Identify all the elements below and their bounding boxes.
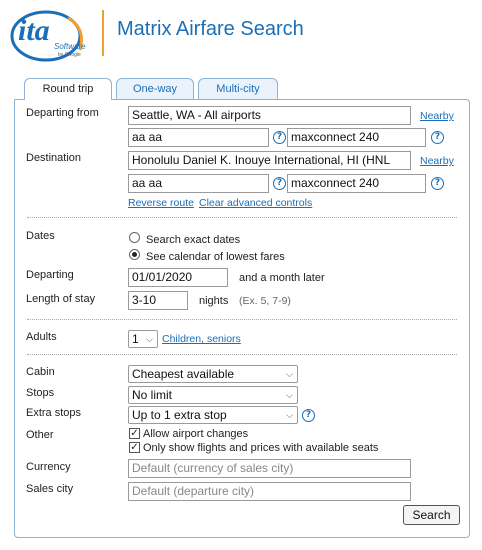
chevron-down-icon: ⌵: [286, 390, 293, 400]
only-available-seats-checkbox[interactable]: ✓: [130, 442, 139, 453]
length-of-stay-label: Length of stay: [26, 293, 96, 305]
extension-codes-help-icon[interactable]: ?: [431, 177, 444, 190]
adults-label: Adults: [26, 331, 57, 343]
sales-city-label: Sales city: [26, 483, 74, 495]
stops-select-value: No limit: [132, 388, 173, 402]
logo-subtext: Software: [54, 42, 86, 51]
currency-input[interactable]: Default (currency of sales city): [128, 459, 411, 478]
stops-label: Stops: [26, 387, 55, 399]
children-seniors-link[interactable]: Children, seniors: [162, 333, 241, 345]
page-title: Matrix Airfare Search: [117, 18, 304, 40]
destination-input[interactable]: Honolulu Daniel K. Inouye International, HI (HNL: [128, 151, 411, 170]
origin-nearby-link[interactable]: Nearby: [420, 110, 454, 122]
length-of-stay-input[interactable]: 3-10: [128, 291, 188, 310]
clear-advanced-controls-link[interactable]: Clear advanced controls: [199, 197, 313, 209]
chevron-down-icon: ⌵: [286, 369, 293, 379]
destination-routing-codes-input[interactable]: aa aa: [128, 174, 269, 193]
destination-label: Destination: [26, 152, 82, 164]
logo-text: ita: [18, 14, 50, 47]
page-header: [0, 0, 482, 70]
search-button[interactable]: Search: [403, 505, 460, 525]
routing-codes-help-icon[interactable]: ?: [273, 131, 286, 144]
allow-airport-changes-text: Allow airport changes: [143, 428, 249, 440]
logo-divider: [102, 10, 104, 56]
search-exact-dates-radio[interactable]: [129, 232, 140, 243]
departing-date-input[interactable]: 01/01/2020: [128, 268, 228, 287]
currency-label: Currency: [26, 461, 71, 473]
stops-select[interactable]: [128, 386, 298, 404]
extra-stops-select[interactable]: [128, 406, 298, 424]
length-of-stay-hint: (Ex. 5, 7-9): [239, 295, 291, 307]
chevron-down-icon: ⌵: [146, 334, 153, 344]
ita-software-logo[interactable]: [8, 6, 98, 68]
adults-select-value: 1: [132, 332, 139, 346]
extra-stops-label: Extra stops: [26, 407, 82, 419]
extra-stops-select-value: Up to 1 extra stop: [132, 408, 227, 422]
extra-stops-help-icon[interactable]: ?: [302, 409, 315, 422]
tab-one-way[interactable]: One-way: [116, 78, 194, 99]
calendar-lowest-fares-text: See calendar of lowest fares: [146, 251, 285, 263]
cabin-label: Cabin: [26, 366, 55, 378]
logo-by-google: by Google: [58, 52, 81, 58]
reverse-route-link[interactable]: Reverse route: [128, 197, 194, 209]
origin-input[interactable]: Seattle, WA - All airports: [128, 106, 411, 125]
section-divider: [27, 217, 457, 218]
sales-city-input[interactable]: Default (departure city): [128, 482, 411, 501]
adults-select[interactable]: [128, 330, 158, 348]
routing-codes-help-icon[interactable]: ?: [273, 177, 286, 190]
tab-round-trip[interactable]: Round trip: [24, 78, 112, 100]
destination-extension-codes-input[interactable]: maxconnect 240: [287, 174, 426, 193]
cabin-select-value: Cheapest available: [132, 367, 235, 381]
search-exact-dates-text: Search exact dates: [146, 234, 241, 246]
section-divider: [27, 319, 457, 320]
other-label: Other: [26, 429, 54, 441]
departing-range-text: and a month later: [239, 272, 325, 284]
departing-label: Departing: [26, 269, 74, 281]
section-divider: [27, 354, 457, 355]
nights-text: nights: [199, 295, 229, 307]
destination-nearby-link[interactable]: Nearby: [420, 155, 454, 167]
dates-label: Dates: [26, 230, 55, 242]
allow-airport-changes-checkbox[interactable]: ✓: [130, 428, 139, 439]
tab-multi-city[interactable]: Multi-city: [198, 78, 278, 99]
only-available-seats-text: Only show flights and prices with available seats: [143, 442, 379, 454]
search-form-panel: [14, 99, 470, 538]
departing-from-label: Departing from: [26, 107, 99, 119]
cabin-select[interactable]: [128, 365, 298, 383]
chevron-down-icon: ⌵: [286, 410, 293, 420]
origin-routing-codes-input[interactable]: aa aa: [128, 128, 269, 147]
calendar-lowest-fares-radio[interactable]: [129, 249, 140, 260]
origin-extension-codes-input[interactable]: maxconnect 240: [287, 128, 426, 147]
extension-codes-help-icon[interactable]: ?: [431, 131, 444, 144]
